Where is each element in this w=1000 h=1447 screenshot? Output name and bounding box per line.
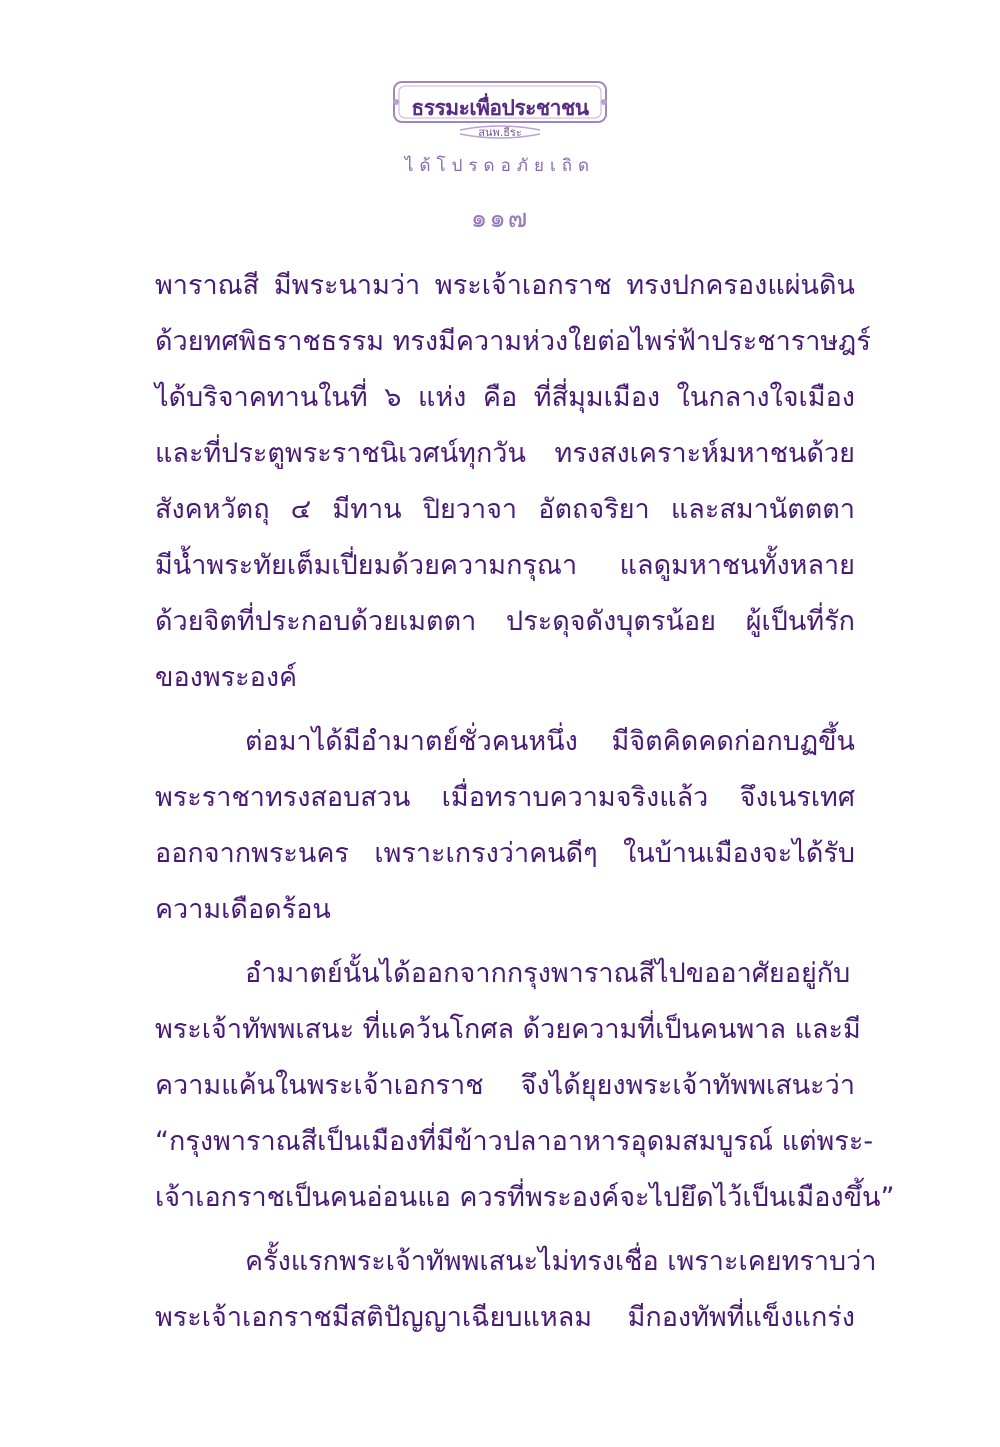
text-line: ด้วยทศพิธราชธรรม ทรงมีความห่วงใยต่อไพร่ฟ้าประชาราษฎร์ (155, 326, 871, 357)
chapter-title: ได้โปรดอภัยเถิด (404, 156, 596, 176)
text-line: ครั้งแรกพระเจ้าทัพพเสนะไม่ทรงเชื่อ เพราะเคยทราบว่า (245, 1246, 877, 1277)
logo-text: ธรรมะเพื่อประชาชน (411, 95, 589, 120)
text-line: มีน้ำพระทัยเต็มเปี่ยมด้วยความกรุณา แลดูมหาชนทั้งหลาย (155, 550, 855, 581)
publisher-logo (390, 78, 610, 148)
text-line: พระราชาทรงสอบสวน เมื่อทราบความจริงแล้ว จึงเนรเทศ (155, 782, 855, 813)
text-line: “กรุงพาราณสีเป็นเมืองที่มีข้าวปลาอาหารอุดมสมบูรณ์ แต่พระ- (155, 1126, 874, 1157)
text-line: พระเจ้าทัพพเสนะ ที่แคว้นโกศล ด้วยความที่เป็นคนพาล และมี (155, 1014, 861, 1045)
text-line: ต่อมาได้มีอำมาตย์ชั่วคนหนึ่ง มีจิตคิดคดก่อกบฏขึ้น (245, 726, 855, 757)
paragraph-1 (155, 258, 871, 706)
text-line: ได้บริจาคทานในที่ ๖ แห่ง คือ ที่สี่มุมเมือง ในกลางใจเมือง (155, 382, 855, 413)
text-line: ความเดือดร้อน (155, 894, 331, 925)
text-line: เจ้าเอกราชเป็นคนอ่อนแอ ควรที่พระองค์จะไปยึดไว้เป็นเมืองขึ้น” (155, 1182, 895, 1213)
text-line: พาราณสี มีพระนามว่า พระเจ้าเอกราช ทรงปกครองแผ่นดิน (155, 270, 855, 301)
text-line: และที่ประตูพระราชนิเวศน์ทุกวัน ทรงสงเคราะห์มหาชนด้วย (155, 438, 855, 469)
text-line: ออกจากพระนคร เพราะเกรงว่าคนดีๆ ในบ้านเมืองจะได้รับ (155, 838, 855, 869)
body-text (155, 258, 895, 1346)
text-line: ด้วยจิตที่ประกอบด้วยเมตตา ประดุจดังบุตรน้อย ผู้เป็นที่รัก (155, 606, 855, 637)
logo-subtext: สนพ.ธีระ (478, 126, 522, 139)
text-line: พระเจ้าเอกราชมีสติปัญญาเฉียบแหลม มีกองทัพที่แข็งแกร่ง (155, 1302, 855, 1333)
text-line: ความแค้นในพระเจ้าเอกราช จึงได้ยุยงพระเจ้าทัพพเสนะว่า (155, 1070, 855, 1101)
paragraph-3 (155, 946, 895, 1226)
paragraph-4 (155, 1234, 877, 1346)
paragraph-2 (155, 714, 855, 938)
text-line: ของพระองค์ (155, 662, 298, 693)
text-line: สังคหวัตถุ ๔ มีทาน ปิยวาจา อัตถจริยา และสมานัตตตา (155, 494, 855, 525)
page-number: ๑๑๗ (470, 204, 530, 234)
text-line: อำมาตย์นั้นได้ออกจากกรุงพาราณสีไปขออาศัยอยู่กับ (245, 958, 851, 989)
